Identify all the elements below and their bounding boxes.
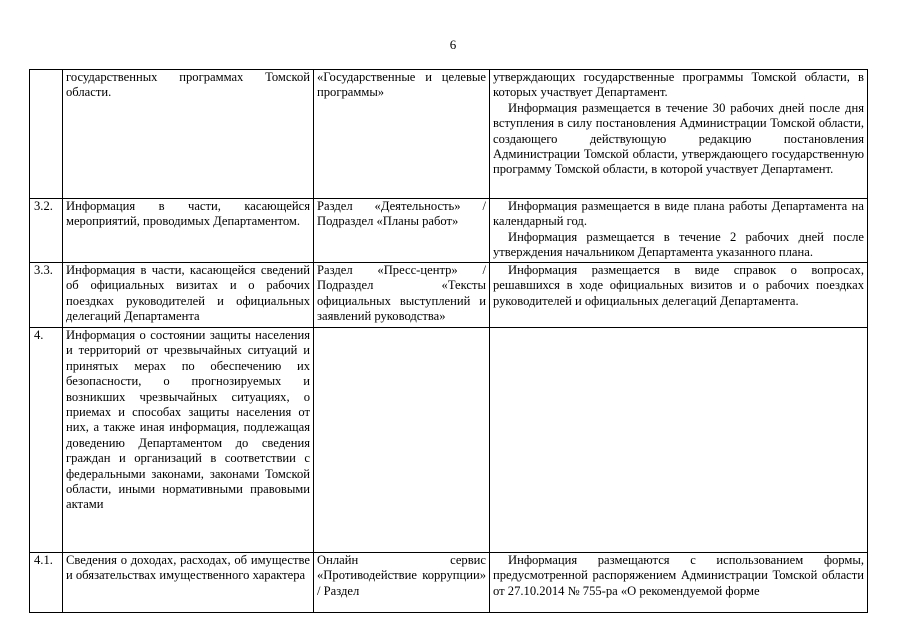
placement-paragraph: Информация размещается в виде плана работы Департамента на календарный год. xyxy=(493,199,864,229)
information-category: Информация в части, касающейся сведений об официальных визитах и о рабочих поездках руководителей и официальных делегаций Департамента xyxy=(63,263,314,328)
row-number: 3.2. xyxy=(30,199,63,263)
site-section xyxy=(314,328,490,553)
row-number xyxy=(30,70,63,199)
table-row xyxy=(30,328,868,553)
information-table xyxy=(29,69,868,613)
placement-terms xyxy=(490,70,868,199)
placement-paragraph: Информация размещается в течение 2 рабочих дней после утверждения начальником Департамента указанного плана. xyxy=(493,229,864,260)
information-category: Информация о состоянии защиты населения и территорий от чрезвычайных ситуаций и принятых мерах по обеспечению их безопасности, о прогнозируемых и возникших чрезвычайных ситуациях, о приемах и способах защиты населения от них, а также иная информация, подлежащая доведению Департаментом до сведения граждан и организаций в соответствии с федеральными законами, законами Томской области, иными нормативными правовыми актами xyxy=(63,328,314,553)
page-number: 6 xyxy=(449,37,457,52)
table-row xyxy=(30,553,868,613)
placement-terms xyxy=(490,328,868,553)
row-number: 4. xyxy=(30,328,63,553)
placement-paragraph: Информация размещается в виде справок о вопросах, решавшихся в ходе официальных визитов и о рабочих поездках руководителей и официальных делегаций Департамента. xyxy=(493,263,864,308)
placement-terms xyxy=(490,553,868,613)
site-section: Раздел «Пресс-центр» / Подраздел «Тексты официальных выступлений и заявлений руководства» xyxy=(314,263,490,328)
information-category: Сведения о доходах, расходах, об имуществе и обязательствах имущественного характера xyxy=(63,553,314,613)
table-row xyxy=(30,199,868,263)
placement-paragraph: утверждающих государственные программы Томской области, в которых участвует Департамент. xyxy=(493,70,864,100)
information-category: государственных программах Томской области. xyxy=(63,70,314,199)
row-number: 3.3. xyxy=(30,263,63,328)
site-section: «Государственные и целевые программы» xyxy=(314,70,490,199)
site-section: Раздел «Деятельность» / Подраздел «Планы работ» xyxy=(314,199,490,263)
site-section: Онлайн сервис «Противодействие коррупции» / Раздел xyxy=(314,553,490,613)
information-category: Информация в части, касающейся мероприятий, проводимых Департаментом. xyxy=(63,199,314,263)
table-row xyxy=(30,263,868,328)
row-number: 4.1. xyxy=(30,553,63,613)
placement-paragraph: Информация размещаются с использованием формы, предусмотренной распоряжением Администрации Томской области от 27.10.2014 № 755-ра «О рекомендуемой форме xyxy=(493,553,864,598)
placement-terms xyxy=(490,199,868,263)
placement-paragraph: Информация размещается в течение 30 рабочих дней после дня вступления в силу постановления Администрации Томской области, создающего действующую редакцию постановления Администрации Томской области, утверждающего государственную программу Томской области, в которой участвует Департамент. xyxy=(493,100,864,177)
placement-terms xyxy=(490,263,868,328)
table-row xyxy=(30,70,868,199)
